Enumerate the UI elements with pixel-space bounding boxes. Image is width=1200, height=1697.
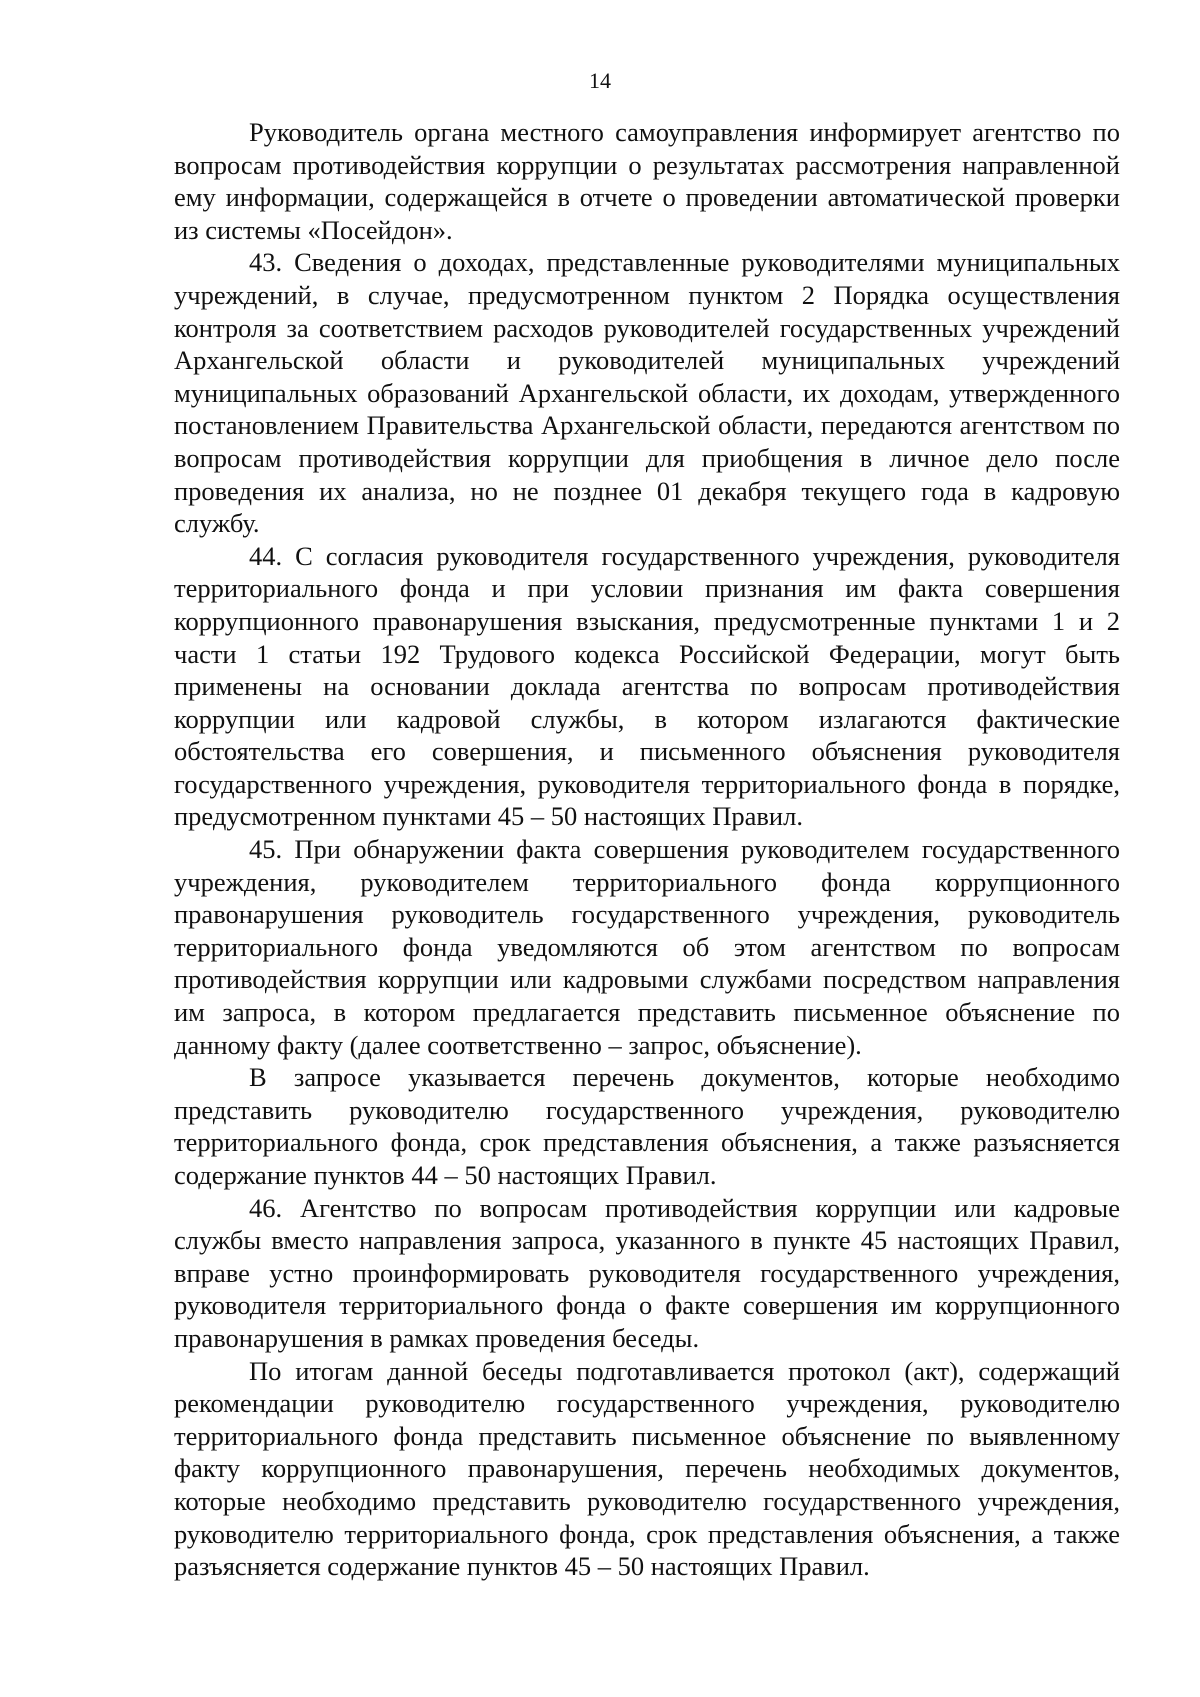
paragraph-intro: Руководитель органа местного самоуправления информирует агентство по вопросам противодействия коррупции о результатах рассмотрения направленной ему информации, содержащейся в отчете о проведении автоматической проверки из системы «Посейдон». <box>174 117 1120 245</box>
paragraph-45-request: В запросе указывается перечень документов, которые необходимо представить руководителю государственного учреждения, руководителю территориального фонда, срок представления объяснения, а также разъясняется содержание пунктов 44 – 50 настоящих Правил. <box>174 1062 1120 1190</box>
paragraph-46: 46. Агентство по вопросам противодействия коррупции или кадровые службы вместо направления запроса, указанного в пункте 45 настоящих Правил, вправе устно проинформировать руководителя государственного учреждения, руководителя территориального фонда о факте совершения им коррупционного правонарушения в рамках проведения беседы. <box>174 1192 1120 1353</box>
paragraph-43: 43. Сведения о доходах, представленные руководителями муниципальных учреждений, в случае, предусмотренном пунктом 2 Порядка осуществления контроля за соответствием расходов руководителей государственных учреждений Архангельской области и руководителей муниципальных учреждений муниципальных образований Архангельской области, их доходам, утвержденного постановлением Правительства Архангельской области, передаются агентством по вопросам противодействия коррупции для приобщения в личное дело после проведения их анализа, но не позднее 01 декабря текущего года в кадровую службу. <box>174 247 1120 539</box>
paragraph-44: 44. С согласия руководителя государственного учреждения, руководителя территориального фонда и при условии признания им факта совершения коррупционного правонарушения взыскания, предусмотренные пунктами 1 и 2 части 1 статьи 192 Трудового кодекса Российской Федерации, могут быть применены на основании доклада агентства по вопросам противодействия коррупции или кадровой службы, в котором излагаются фактические обстоятельства его совершения, и письменного объяснения руководителя государственного учреждения, руководителя территориального фонда в порядке, предусмотренном пунктами 45 – 50 настоящих Правил. <box>174 540 1120 832</box>
document-body <box>174 116 1120 1583</box>
page-number: 14 <box>589 68 611 93</box>
paragraph-45: 45. При обнаружении факта совершения руководителем государственного учреждения, руководителем территориального фонда коррупционного правонарушения руководитель государственного учреждения, руководитель территориального фонда уведомляются об этом агентством по вопросам противодействия коррупции или кадровыми службами посредством направления им запроса, в котором предлагается представить письменное объяснение по данному факту (далее соответственно – запрос, объяснение). <box>174 834 1120 1060</box>
paragraph-46-protocol: По итогам данной беседы подготавливается протокол (акт), содержащий рекомендации руководителю государственного учреждения, руководителю территориального фонда представить письменное объяснение по выявленному факту коррупционного правонарушения, перечень необходимых документов, которые необходимо представить руководителю государственного учреждения, руководителю территориального фонда, срок представления объяснения, а также разъясняется содержание пунктов 45 – 50 настоящих Правил. <box>174 1355 1120 1582</box>
